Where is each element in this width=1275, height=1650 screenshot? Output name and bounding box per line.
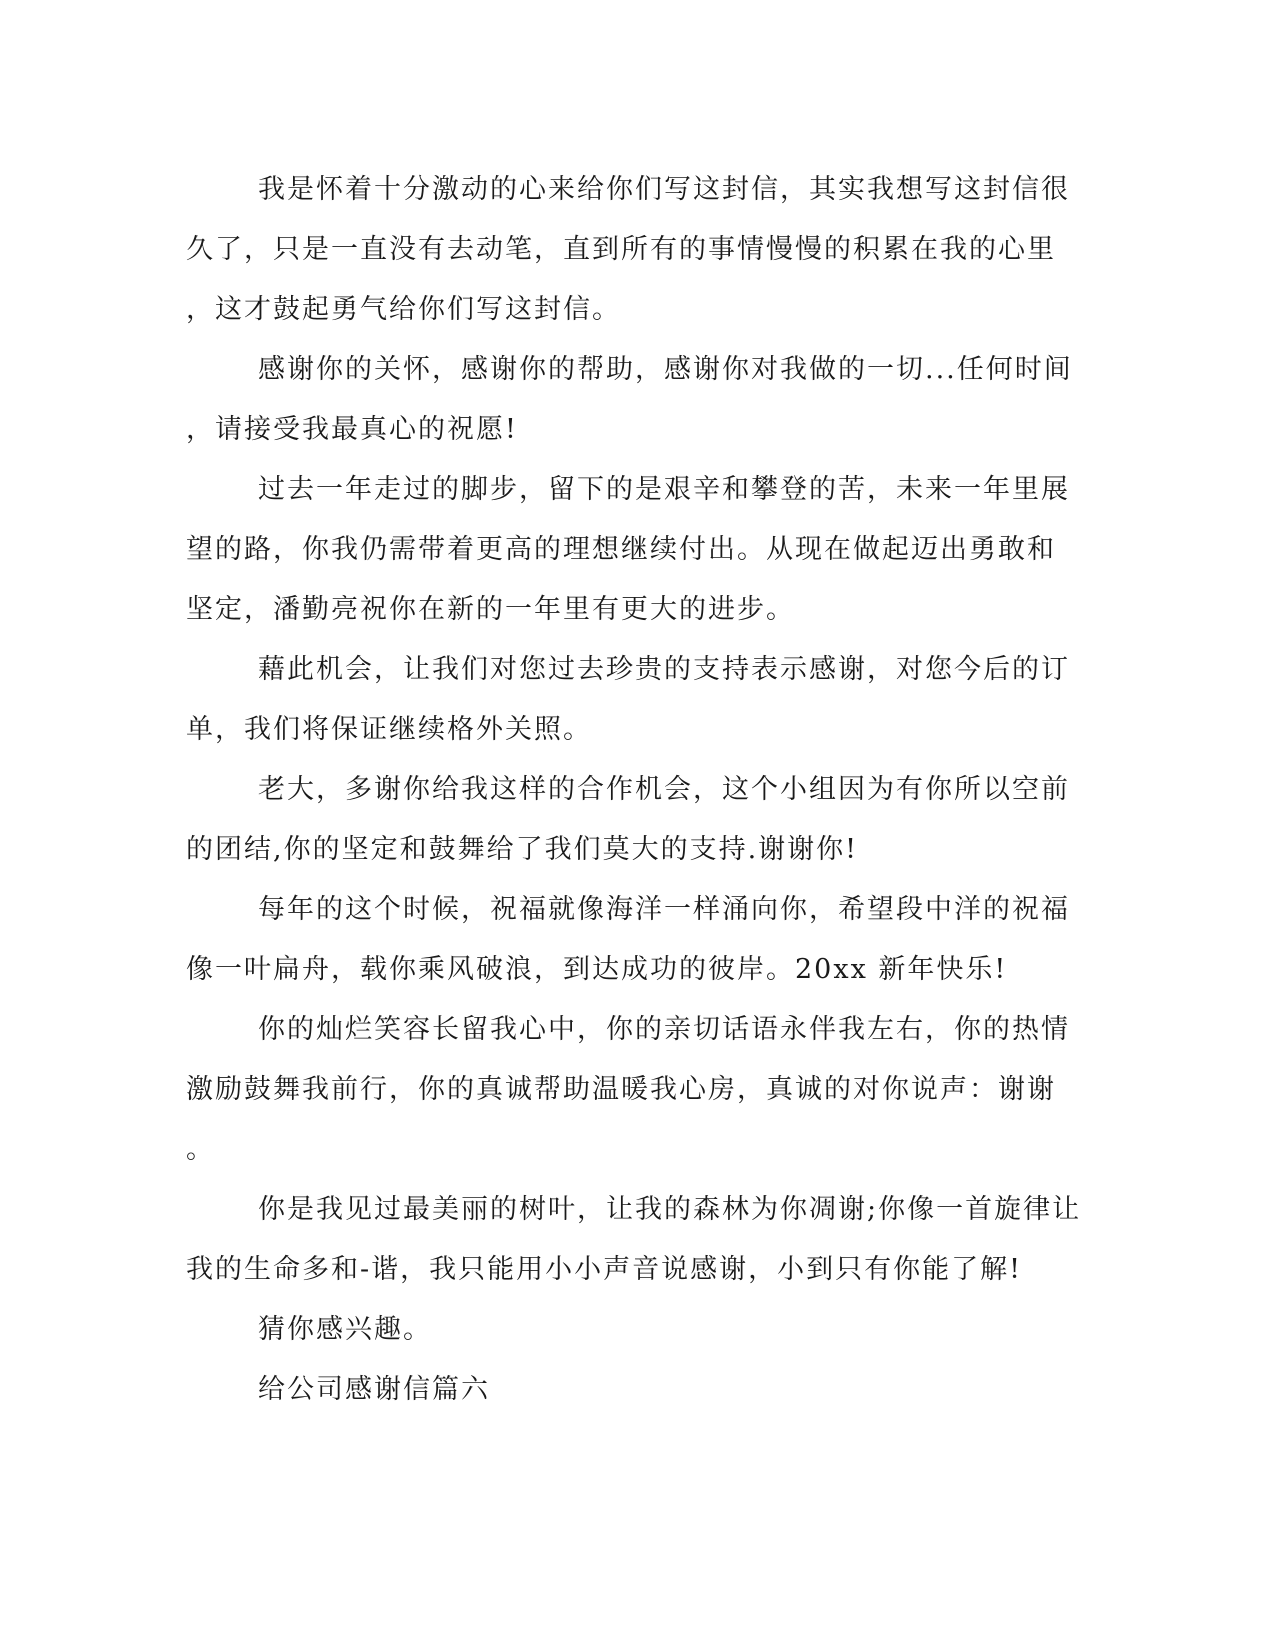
paragraph-7-line-1: 你的灿烂笑容长留我心中，你的亲切话语永伴我左右，你的热情 [258,1014,1070,1045]
paragraph-1-line-1: 我是怀着十分激动的心来给你们写这封信，其实我想写这封信很 [258,174,1070,205]
paragraph-6-line-1: 每年的这个时候，祝福就像海洋一样涌向你，希望段中洋的祝福 [258,894,1070,925]
paragraph-1-line-3: ，这才鼓起勇气给你们写这封信。 [186,294,621,325]
paragraph-7-line-2: 激励鼓舞我前行，你的真诚帮助温暖我心房，真诚的对你说声：谢谢 [186,1074,1056,1105]
paragraph-6-line-2: 像一叶扁舟，载你乘风破浪，到达成功的彼岸。20xx 新年快乐! [186,954,1008,985]
paragraph-4-line-2: 单，我们将保证继续格外关照。 [186,714,592,745]
paragraph-2-line-2: ，请接受我最真心的祝愿! [186,414,518,445]
paragraph-8-line-2: 我的生命多和-谐，我只能用小小声音说感谢，小到只有你能了解! [186,1254,1022,1285]
paragraph-3-line-3: 坚定，潘勤亮祝你在新的一年里有更大的进步。 [186,594,795,625]
letter-body [186,160,1082,1420]
section-heading: 给公司感谢信篇六 [258,1374,490,1405]
paragraph-5-line-1: 老大，多谢你给我这样的合作机会，这个小组因为有你所以空前 [258,774,1070,805]
paragraph-7-line-3: 。 [186,1134,215,1165]
paragraph-4-line-1: 藉此机会，让我们对您过去珍贵的支持表示感谢，对您今后的订 [258,654,1070,685]
paragraph-3-line-2: 望的路，你我仍需带着更高的理想继续付出。从现在做起迈出勇敢和 [186,534,1056,565]
paragraph-8-line-1: 你是我见过最美丽的树叶，让我的森林为你凋谢;你像一首旋律让 [258,1194,1082,1225]
paragraph-3-line-1: 过去一年走过的脚步，留下的是艰辛和攀登的苦，未来一年里展 [258,474,1070,505]
paragraph-5-line-2: 的团结,你的坚定和鼓舞给了我们莫大的支持.谢谢你! [186,834,859,865]
paragraph-1-line-2: 久了，只是一直没有去动笔，直到所有的事情慢慢的积累在我的心里 [186,234,1056,265]
paragraph-2-line-1: 感谢你的关怀，感谢你的帮助，感谢你对我做的一切...任何时间 [258,354,1073,385]
paragraph-9-line-1: 猜你感兴趣。 [258,1314,432,1345]
